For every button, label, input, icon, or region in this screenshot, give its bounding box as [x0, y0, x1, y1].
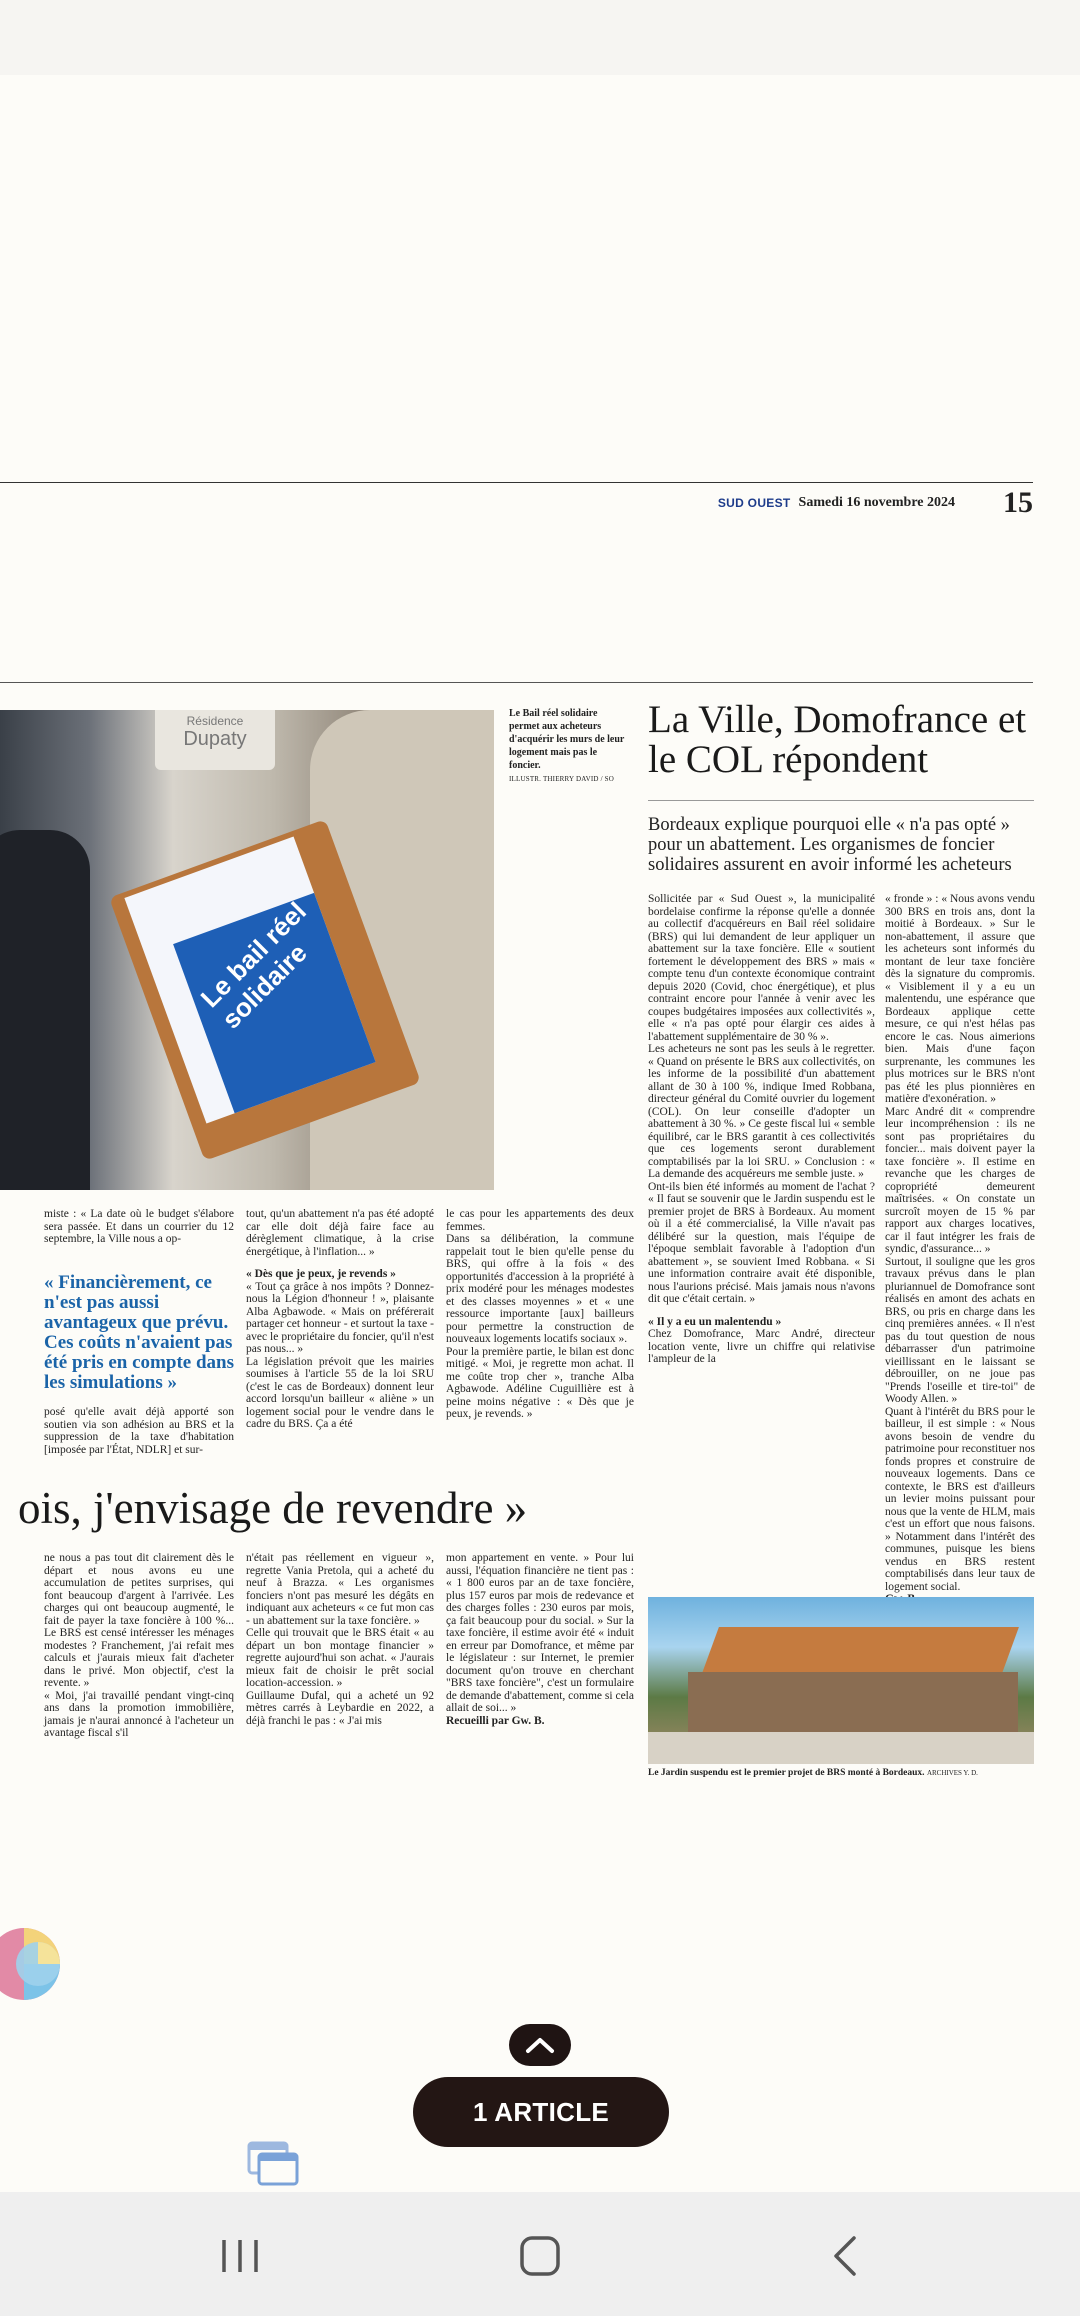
home-button[interactable]	[510, 2228, 570, 2284]
page-header	[718, 486, 1033, 520]
photo-credit: ILLUSTR. THIERRY DAVID / SO	[509, 775, 615, 783]
article-column: posé qu'elle avait déjà apporté son soutien via son adhésion au BRS et la suppression de la taxe d'habitation [imposée par l'État, NDLR] et sur-	[44, 1406, 234, 1456]
photo-document: Le bail réel solidaire	[124, 836, 375, 1123]
photo-caption: Le Bail réel solidaire permet aux acheteurs d'acquérir les murs de leur logement mais pas le foncier. ILLUSTR. THIERRY DAVID / SO	[509, 707, 629, 786]
photo-person-left	[0, 830, 90, 1190]
building-photo	[648, 1597, 1034, 1764]
back-button[interactable]	[815, 2228, 875, 2284]
system-nav-bar	[0, 2192, 1080, 2316]
article-count-button[interactable]: 1 ARTICLE	[413, 2077, 669, 2147]
windows-icon[interactable]	[247, 2141, 299, 2187]
article-column: le cas pour les appartements des deux femmes. Dans sa délibération, la commune rappelait tout le bien qu'elle pense du BRS, qui offre à la fois « des opportunités d'accession à la propriété à prix modéré pour les ménages modestes et des classes moyennes » et « une ressource importante [aux] bailleurs pour permettre la construction de nouveaux logements locatifs sociaux ». Pour la première partie, le bilan est donc mitigé. « Moi, je regrette mon achat. Il me coûte trop cher », tranche Alba Agbawode. Adéline Cuguillière est à peine moins négative : « Dès que je peux, je revends. »	[446, 1208, 634, 1420]
quote-headline: ois, j'envisage de revendre »	[18, 1483, 528, 1533]
main-photo	[0, 710, 494, 1190]
pull-quote: « Financièrement, ce n'est pas aussi avantageux que prévu. Ces coûts n'avaient pas été pris en compte dans les simulations »	[44, 1272, 234, 1393]
photo-credit: ARCHIVES Y. D.	[926, 1769, 978, 1777]
article-column: ne nous a pas tout dit clairement dès le départ et nous avons eu une accumulation de petites surprises, qui font beaucoup d'argent à l'arrivée. Les charges qui ont beaucoup augmenté, le fait de payer la taxe foncière à 100 %... Le BRS est censé intéresser les ménages modestes ? Franchement, j'ai refait mes calculs et j'aurais mieux fait d'acheter dans le privé. Mon objectif, c'est la revente. » « Moi, j'ai travaillé pendant vingt-cinq ans dans la promotion immobilière, jamais je n'aurai annoncé à l'acheteur un avantage fiscal s'il	[44, 1552, 234, 1739]
article-column: n'était pas réellement en vigueur », regrette Vania Pretola, qui a acheté du neuf à Brazza. « Les organismes fonciers n'ont pas mesuré les dégâts en indiquant aux acheteurs « ce fut mon cas - un abattement sur la taxe foncière. » Celle qui trouvait que le BRS était « au départ un bon montage financier » regrette aujourd'hui son achat. « J'aurais mieux fait de choisir le prêt social location-accession. » Guillaume Dufal, qui a acheté un 92 mètres carrés à Leybardie en 2022, a déjà franchi le pas : « J'ai mis	[246, 1552, 434, 1727]
article-column: tout, qu'un abattement n'a pas été adopté car elle doit déjà faire face au dérèglement climatique, à la crise énergétique, à l'inflation... » « Dès que je peux, je revends » « Tout ça grâce à nos impôts ? Donnez-nous la Légion d'honneur ! », plaisante Alba Agbawode. « Mais on préférerait partager cet honneur - et surtout la taxe - avec le propriétaire du foncier, qu'il n'est pas nous... » La législation prévoit que les mairies soumises à l'article 55 de la loi SRU (c'est le cas de Bordeaux) donnent leur accord lorsqu'un bailleur « aliène » un logement social pour le vendre dans le cadre du BRS. Ça a été	[246, 1208, 434, 1430]
article-headline: La Ville, Domofrance et le COL répondent	[648, 698, 1027, 781]
article-column: Sollicitée par « Sud Ouest », la municipalité bordelaise confirme la réponse qu'elle a donnée au collectif d'acquéreurs en Bail réel solidaire (BRS) qui lui demandent de leur appliquer un abattement sur la taxe foncière. Elle « soutient fortement le développement des BRS » mais « compte tenu d'un contexte économique contraint depuis 2020 (Covid, choc énergétique), et plus contraint encore pour l'année à venir avec les coupes budgétaires imposées aux collectivités », elle « n'a pas opté pour élargir ces aides à l'abattement supplémentaire de 30 % ». Les acheteurs ne sont pas les seuls à le regretter. « Quand on présente le BRS aux collectivités, on les informe de la possibilité d'un abattement allant de 30 à 100 %, indique Imed Robbana, directeur général du Comité ouvrier du logement (COL). On leur conseille d'adopter un abattement à 30 %. » Ce geste fiscal lui « semble équilibré, car le BRS garantit à ces collectivités que ces logements seront durablement comptabilisés par la loi SRU. » Conclusion : « La demande des acquéreurs me semble juste. » Ont-ils bien été informés au moment de l'achat ? « Il faut se souvenir que le Jardin suspendu est le premier projet de BRS à Bordeaux. Au moment où il a été commercialisé, la Ville n'avait pas délibéré sur la question, mais l'équipe de l'époque semblait favorable à l'adoption d'un abattement », se souvient Imed Robbana. « Si une information contraire avait été disponible, nous l'aurions précisé. Mais jamais nous n'avons dit que c'était certain. » « Il y a eu un malentendu » Chez Domofrance, Marc André, directeur location vente, livre un chiffre qui relativise l'ampleur de la	[648, 893, 875, 1365]
section-divider	[0, 682, 1033, 683]
article-column: mon appartement en vente. » Pour lui aussi, l'équation financière ne tient pas : « 1 800 euros par an de taxe foncière, plus 157 euros par mois de redevance et des charges folles : 230 euros par mois, ça fait beaucoup pour du social. » Sur la taxe foncière, il estime avoir été « induit en erreur par Domofrance, et même par le législateur : sur Internet, le premier document qu'on trouve en cherchant "BRS taxe foncière", c'est un formulaire de demande d'abattement, comme si cela allait de soi... » Recueilli par Gw. B.	[446, 1552, 634, 1727]
issue-date: Samedi 16 novembre 2024	[798, 495, 955, 510]
article-column: miste : « La date où le budget s'élabore sera passée. Et dans un courrier du 12 septembre, la Ville nous a op-	[44, 1208, 234, 1245]
building-photo-caption: Le Jardin suspendu est le premier projet de BRS monté à Bordeaux. ARCHIVES Y. D.	[648, 1768, 978, 1778]
byline: Recueilli par Gw. B.	[446, 1714, 545, 1727]
scroll-up-button[interactable]	[509, 2024, 571, 2066]
subheading: « Dès que je peux, je revends »	[246, 1268, 396, 1280]
subheading: « Il y a eu un malentendu »	[648, 1315, 782, 1328]
app-logo-icon[interactable]	[0, 1920, 70, 2006]
photo-residence-sign: Résidence Dupaty	[155, 710, 275, 770]
recents-icon	[218, 2236, 262, 2276]
home-icon	[518, 2234, 562, 2278]
article-column: « fronde » : « Nous avons vendu 300 BRS en trois ans, dont la moitié à Bordeaux. » Sur le non-abattement, il assure que les acheteurs sont informés du montant de leur taxe foncière dès la signature du compromis. « Visiblement il y a eu un malentendu, une espérance que Bordeaux applique cette mesure, ce qui n'est hélas pas encore le cas. Nous aimerions bien. Mais d'une façon surprenante, les communes les plus motrices sur le BRS n'ont pas été les plus pionnières en matière d'exonération. » Marc André dit « comprendre leur incompréhension : ils ne sont pas propriétaires du foncier... mais doivent payer la taxe foncière ». Il estime en revanche que les charges de copropriété demeurent maîtrisées. « On constate un surcroît moyen de 15 % par rapport aux charges locatives, car il faut intégrer les frais de syndic, d'assurance... » Surtout, il souligne que les gros travaux prévus dans le plan pluriannuel de Domofrance sont réalisés en amont des achats en BRS, ou pris en charge dans les cinq premières années. « Il n'est pas du tout question de nous débarrasser d'un patrimoine vieillissant en le laissant se débrouiller, on ne joue pas "Prends l'oseille et tire-toi" de Woody Allen. » Quant à l'intérêt du BRS pour le bailleur, il est simple : « Nous avons besoin de vendre du patrimoine pour reconstituer nos fonds propres et construire de nouveaux logements. Dans ce contexte, le BRS est d'ailleurs un levier moins puissant pour nous que la vente de HLM, mais c'est un effort que nous faisons. » Notamment dans l'intérêt des communes, puisque les biens vendus en BRS restent comptabilisés dans leur taux de logement social.	[885, 893, 1035, 1606]
recents-button[interactable]	[210, 2228, 270, 2284]
page-number: 15	[1003, 486, 1033, 519]
headline-divider	[648, 800, 1034, 801]
chevron-up-icon	[525, 2036, 555, 2054]
brand-logo: SUD OUEST	[717, 496, 791, 510]
back-icon	[830, 2234, 860, 2278]
article-standfirst: Bordeaux explique pourquoi elle « n'a pas opté » pour un abattement. Les organismes de foncier solidaires assurent en avoir informé les acheteurs	[648, 815, 1012, 875]
header-divider	[0, 482, 1033, 483]
